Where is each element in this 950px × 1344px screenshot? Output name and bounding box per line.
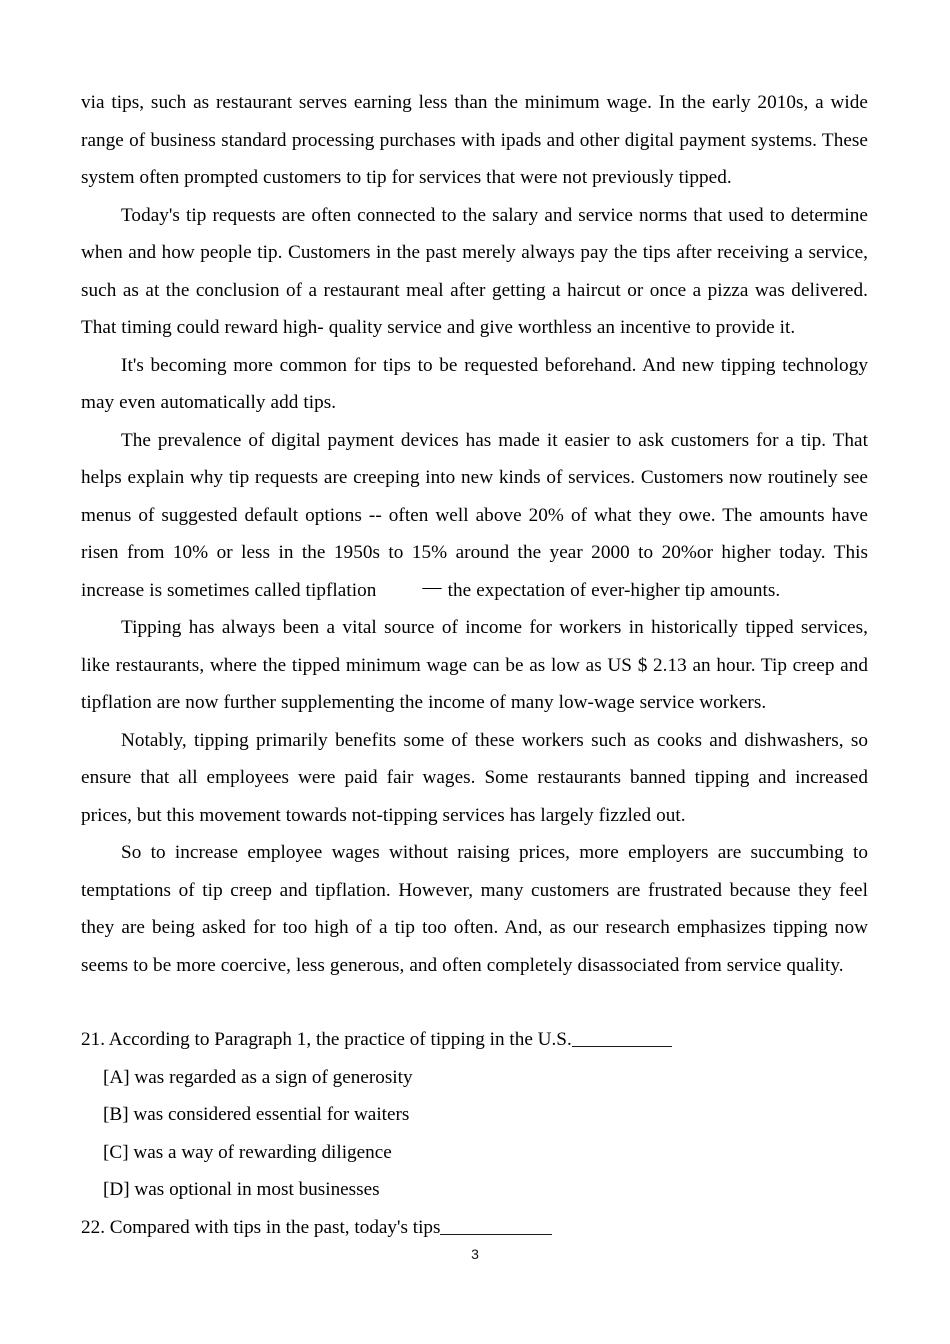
question-21-answer-blank[interactable]	[572, 1028, 672, 1047]
question-22-text: 22. Compared with tips in the past, today's tips	[81, 1216, 441, 1238]
body-paragraph-1: via tips, such as restaurant serves earning less than the minimum wage. In the early 2010s, a wide range of business standard processing purchases with ipads and other digital payment systems. These system often prompted customers to tip for services that were not previously tipped.	[81, 92, 868, 188]
question-21-option-a[interactable]: [A] was regarded as a sign of generosity	[103, 1066, 413, 1088]
question-21-text: 21. According to Paragraph 1, the practice of tipping in the U.S.	[81, 1029, 572, 1050]
question-21-option-b[interactable]: [B] was considered essential for waiters	[103, 1104, 410, 1125]
questions-section	[81, 1021, 868, 1246]
body-paragraph-4	[81, 422, 868, 610]
body-paragraph-6: Notably, tipping primarily benefits some of these workers such as cooks and dishwashers, so ensure that all employees were paid fair wages. Some restaurants banned tipping and increased prices, but this movement towards not-tipping services has largely fizzled out.	[81, 729, 868, 826]
question-21-option-c[interactable]: [C] was a way of rewarding diligence	[103, 1141, 392, 1163]
question-22-answer-blank[interactable]	[440, 1215, 552, 1234]
question-22-stem	[81, 1209, 868, 1247]
body-paragraph-2: Today's tip requests are often connected to the salary and service norms that used to determine when and how people tip. Customers in the past merely always pay the tips after receiving a service, such as at the conclusion of a restaurant meal after getting a haircut or once a pizza was delivered. That timing could reward high- quality service and give worthless an incentive to provide it.	[81, 204, 868, 338]
body-paragraph-7: So to increase employee wages without raising prices, more employers are succumbing to temptations of tip creep and tipflation. However, many customers are frustrated because they feel they are being asked for too high of a tip too often. And, as our research emphasizes tipping now seems to be more coercive, less generous, and often completely disassociated from service quality.	[81, 842, 868, 976]
body-paragraph-3: It's becoming more common for tips to be requested beforehand. And new tipping technology may even automatically add tips.	[81, 354, 868, 413]
em-dash-glyph: —	[422, 576, 442, 598]
question-21-stem	[81, 1021, 868, 1059]
body-paragraph-4-part-1: The prevalence of digital payment devices has made it easier to ask customers for a tip. That helps explain why tip requests are creeping into new kinds of services. Customers now routinely see menus of suggested default options -- often well above 20% of what they owe. The amounts have risen from 10% or less in the 1950s to 15% around the year 2000 to 20%or higher today. This increase is sometimes called tipflation	[81, 429, 868, 601]
question-21-option-d[interactable]: [D] was optional in most businesses	[103, 1179, 380, 1200]
page-content	[81, 84, 868, 1246]
page-number-footer: 3	[471, 1246, 479, 1262]
body-paragraph-4-part-2: the expectation of ever-higher tip amounts.	[447, 579, 781, 601]
body-paragraph-5: Tipping has always been a vital source of income for workers in historically tipped services, like restaurants, where the tipped minimum wage can be as low as US $ 2.13 an hour. Tip creep and tipflation are now further supplementing the income of many low-wage service workers.	[81, 617, 868, 713]
